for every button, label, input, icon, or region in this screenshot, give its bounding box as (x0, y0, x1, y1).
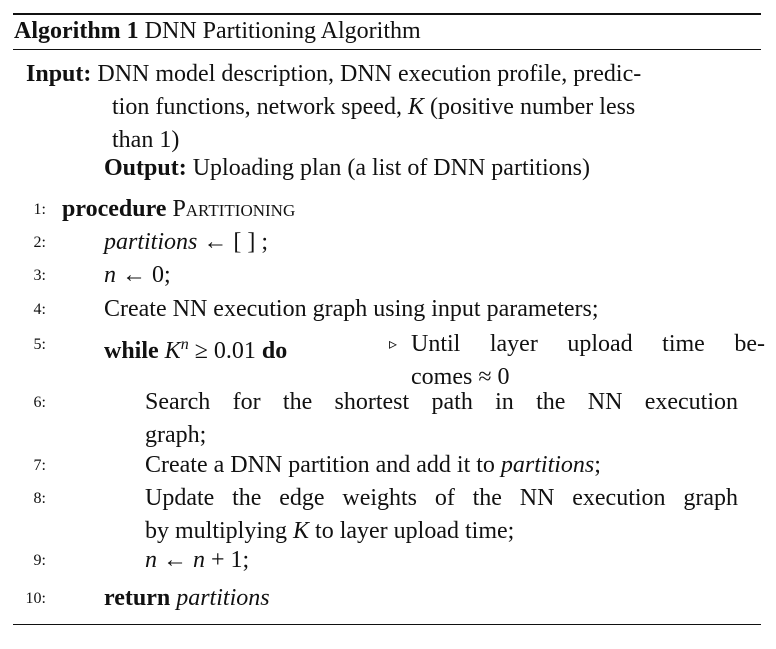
partitions-var-7: partitions (500, 452, 595, 478)
line-number-3: 3: (33, 267, 46, 284)
input-text-2-tail: (positive number less (429, 94, 636, 120)
line-number-4: 4: (33, 301, 46, 318)
comment-triangle-icon: ▹ (389, 336, 398, 353)
output-text: Uploading plan (a list of DNN partitions) (192, 155, 590, 181)
algorithm-caption (14, 15, 421, 48)
line-number-9: 9: (33, 552, 46, 569)
input-label: Input: (26, 61, 92, 87)
line-number-8: 8: (33, 490, 46, 507)
line-10 (104, 582, 270, 615)
output-line (104, 152, 590, 185)
output-label: Output: (104, 155, 187, 181)
line-number-1: 1: (33, 201, 46, 218)
input-text-2: tion functions, network speed, (112, 94, 402, 120)
partitions-var-10: partitions (176, 585, 270, 611)
partitions-var: partitions (104, 229, 198, 255)
line-2-rest: ← [ ] ; (203, 229, 269, 255)
algorithm-title: DNN Partitioning Algorithm (144, 18, 421, 44)
n-var-9b: n (193, 547, 205, 573)
line-number-6: 6: (33, 394, 46, 411)
line-number-7: 7: (33, 457, 46, 474)
do-keyword: do (261, 338, 288, 364)
return-keyword: return (104, 585, 171, 611)
line-6-text-2: graph; (145, 422, 207, 448)
line-6-text-1: Search for the shortest path in the NN execution (145, 389, 738, 415)
line-number-10: 10: (25, 590, 46, 607)
input-text-3: than 1) (112, 127, 180, 153)
input-line-1 (26, 58, 641, 91)
k-var: K (164, 338, 181, 364)
line-8-text-2a: by multiplying (145, 518, 288, 544)
procedure-keyword: procedure (62, 196, 167, 222)
line-9-end: + 1; (211, 547, 250, 573)
while-keyword: while (104, 338, 159, 364)
line-9 (145, 544, 249, 577)
line-7-text: Create a DNN partition and add it to (145, 452, 495, 478)
line-7-end: ; (594, 452, 601, 478)
line-4: Create NN execution graph using input parameters; (104, 296, 599, 322)
line-5-comment-1: Until layer upload time be- (411, 331, 765, 357)
line-3 (104, 259, 171, 292)
bottom-rule (13, 624, 761, 625)
line-7 (145, 449, 601, 482)
procedure-name: Partitioning (172, 196, 296, 222)
input-text-1: DNN model description, DNN execution profile, predic- (97, 61, 642, 87)
line-number-2: 2: (33, 234, 46, 251)
line-5-condition (104, 328, 287, 368)
line-1 (62, 193, 295, 226)
line-9-arrow: ← (163, 547, 187, 573)
header-rule (13, 49, 761, 50)
line-2 (104, 226, 268, 259)
line-3-rest: ← 0; (122, 262, 171, 288)
line-8-text-1: Update the edge weights of the NN execution graph (145, 485, 738, 511)
while-condition: ≥ 0.01 (194, 338, 256, 364)
line-5-comment-2: comes ≈ 0 (411, 364, 510, 390)
n-exponent: n (180, 336, 189, 353)
line-8-text-2b: to layer upload time; (315, 518, 515, 544)
input-line-2 (112, 91, 635, 124)
algorithm-label: Algorithm 1 (14, 18, 139, 44)
k-var-8: K (293, 518, 310, 544)
input-k-var: K (407, 94, 424, 120)
n-var-9a: n (145, 547, 157, 573)
n-var: n (104, 262, 116, 288)
line-number-5: 5: (33, 336, 46, 353)
